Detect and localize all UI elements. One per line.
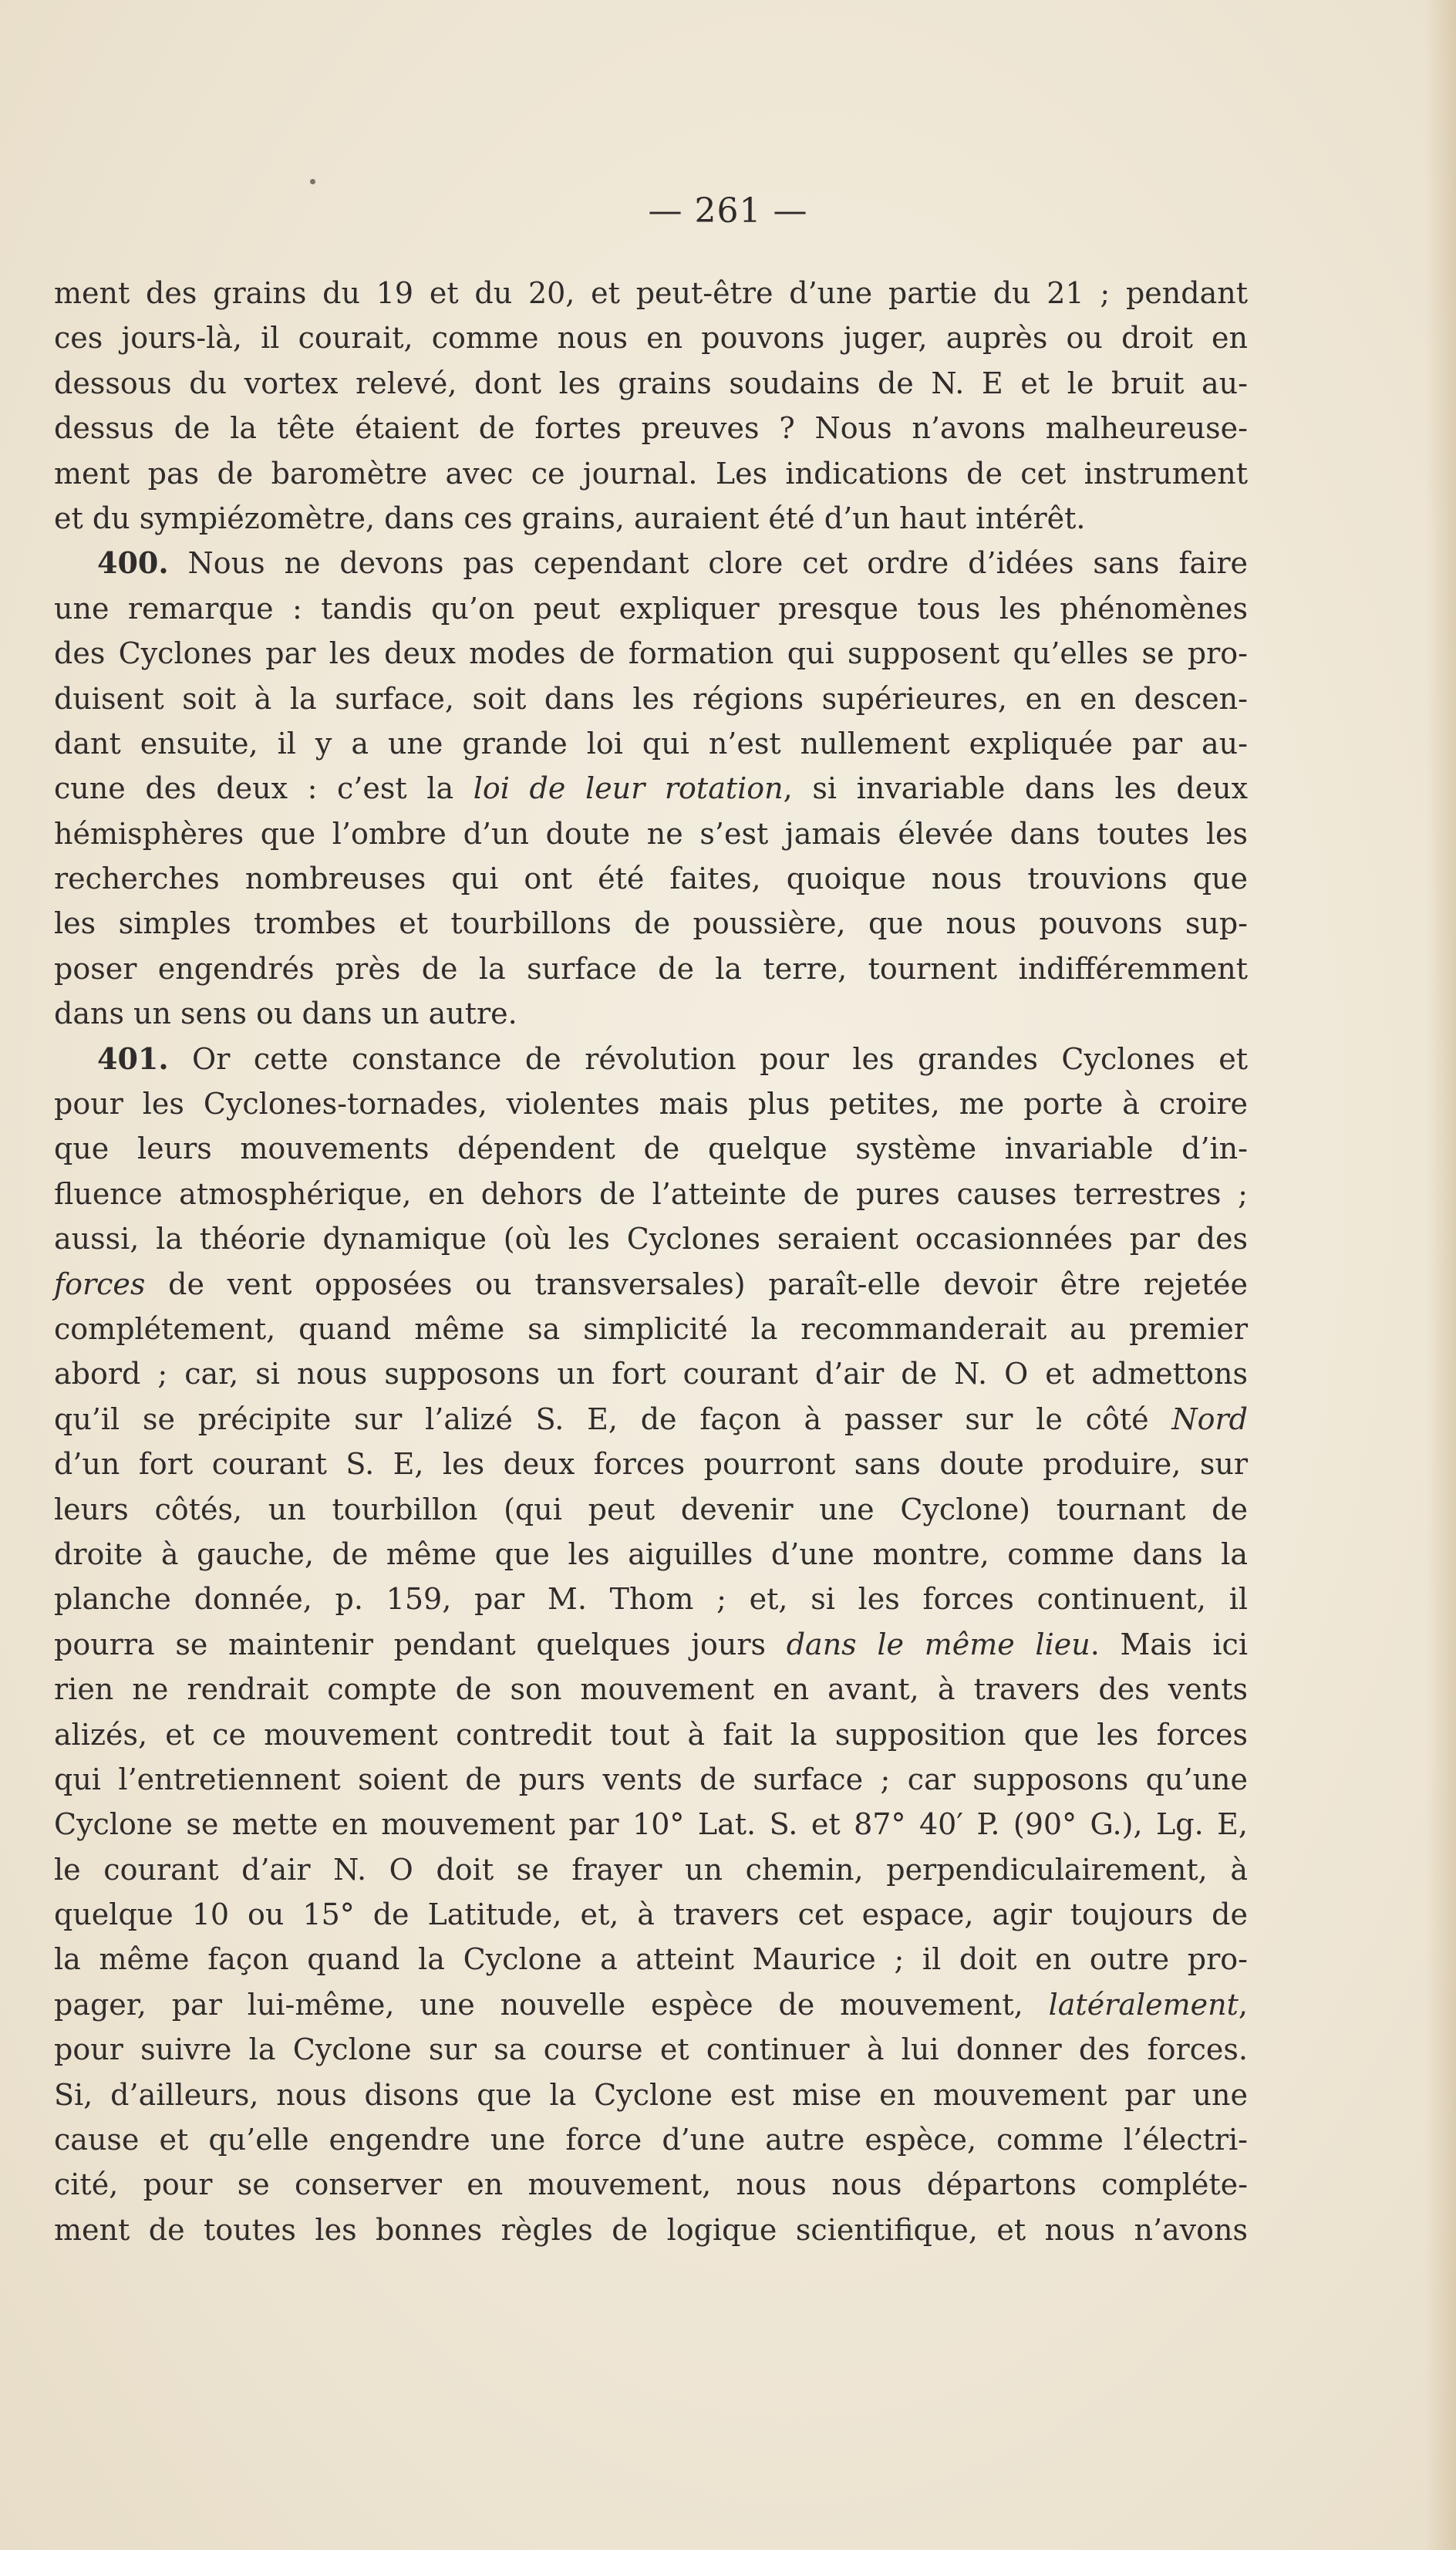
text-line: cité, pour se conserver en mouvement, nous nous départons compléte- <box>54 2167 1248 2202</box>
text-line: dans un sens ou dans un autre. <box>54 997 517 1031</box>
text-line: rien ne rendrait compte de son mouvement en avant, à travers des vents <box>54 1672 1248 1707</box>
text-line: dessus de la tête étaient de fortes preuves ? Nous n’avons malheureuse- <box>54 411 1248 446</box>
text-line: planche donnée, p. 159, par M. Thom ; et, si les forces continuent, il <box>54 1582 1248 1617</box>
paragraph-number: 400. <box>97 545 169 581</box>
text-line: pager, par lui-même, une nouvelle espèce de mouvement, latéralement, <box>54 1987 1248 2022</box>
text-line: qu’il se précipite sur l’alizé S. E, de façon à passer sur le côté Nord <box>54 1401 1248 1436</box>
italic-phrase: loi de leur rotation <box>473 771 784 806</box>
text-line: pour les Cyclones-tornades, violentes mais plus petites, me porte à croire <box>54 1087 1248 1122</box>
text-line: la même façon quand la Cyclone a atteint Maurice ; il doit en outre pro- <box>54 1942 1248 1977</box>
text-line: ment de toutes les bonnes règles de logique scientifique, et nous n’avons <box>54 2212 1248 2247</box>
text-line: abord ; car, si nous supposons un fort courant d’air de N. O et admettons <box>54 1357 1248 1391</box>
text-line: hémisphères que l’ombre d’un doute ne s’est jamais élevée dans toutes les <box>54 816 1248 851</box>
page-edge-shadow <box>1425 0 1456 2550</box>
text-line: le courant d’air N. O doit se frayer un chemin, perpendiculairement, à <box>54 1852 1248 1887</box>
text-line: pour suivre la Cyclone sur sa course et continuer à lui donner des forces. <box>54 2032 1248 2067</box>
text-line: Si, d’ailleurs, nous disons que la Cyclone est mise en mouvement par une <box>54 2077 1248 2112</box>
text-line: ment des grains du 19 et du 20, et peut-être d’une partie du 21 ; pendant <box>54 276 1248 310</box>
italic-phrase: forces <box>54 1267 146 1301</box>
text-line: duisent soit à la surface, soit dans les régions supérieures, en en descen- <box>54 681 1248 716</box>
body-text <box>54 271 1248 2252</box>
text-line: forces de vent opposées ou transversales) paraît-elle devoir être rejetée <box>54 1267 1248 1301</box>
text-line: une remarque : tandis qu’on peut expliquer presque tous les phénomènes <box>54 591 1248 626</box>
text-line: cune des deux : c’est la loi de leur rotation, si invariable dans les deux <box>54 771 1248 806</box>
paragraph-400-start: 400. Nous ne devons pas cependant clore cet ordre d’idées sans faire <box>97 545 1248 581</box>
text-line: cause et qu’elle engendre une force d’une autre espèce, comme l’électri- <box>54 2123 1248 2157</box>
italic-phrase: latéralement <box>1048 1987 1239 2022</box>
text-line: leurs côtés, un tourbillon (qui peut devenir une Cyclone) tournant de <box>54 1492 1248 1526</box>
text-line: recherches nombreuses qui ont été faites, quoique nous trouvions que <box>54 862 1248 896</box>
text-line: ment pas de baromètre avec ce journal. Les indications de cet instrument <box>54 456 1248 491</box>
text-line: poser engendrés près de la surface de la terre, tournent indifféremment <box>54 951 1248 986</box>
text-line: droite à gauche, de même que les aiguilles d’une montre, comme dans la <box>54 1536 1248 1571</box>
italic-phrase: dans le même lieu <box>786 1627 1090 1661</box>
text-line: dant ensuite, il y a une grande loi qui n’est nullement expliquée par au- <box>54 726 1248 761</box>
text-line: fluence atmosphérique, en dehors de l’atteinte de pures causes terrestres ; <box>54 1176 1248 1211</box>
text-line: dessous du vortex relevé, dont les grains soudains de N. E et le bruit au- <box>54 366 1248 400</box>
text-line: et du sympiézomètre, dans ces grains, auraient été d’un haut intérêt. <box>54 501 1086 535</box>
text-line: complétement, quand même sa simplicité la recommanderait au premier <box>54 1311 1248 1346</box>
paragraph-number: 401. <box>97 1041 169 1076</box>
text-line: d’un fort courant S. E, les deux forces pourront sans doute produire, sur <box>54 1447 1248 1482</box>
text-line: quelque 10 ou 15° de Latitude, et, à travers cet espace, agir toujours de <box>54 1897 1248 1932</box>
text-line: pourra se maintenir pendant quelques jours dans le même lieu. Mais ici <box>54 1627 1248 1661</box>
ink-speck <box>310 179 315 184</box>
text-line: aussi, la théorie dynamique (où les Cyclones seraient occasionnées par des <box>54 1222 1248 1256</box>
text-line: Cyclone se mette en mouvement par 10° Lat. S. et 87° 40′ P. (90° G.), Lg. E, <box>54 1807 1248 1842</box>
page-number: — 261 — <box>648 191 808 231</box>
text-line: qui l’entretiennent soient de purs vents de surface ; car supposons qu’une <box>54 1762 1248 1796</box>
text-line: que leurs mouvements dépendent de quelque système invariable d’in- <box>54 1132 1248 1166</box>
paragraph-401-start: 401. Or cette constance de révolution pour les grandes Cyclones et <box>97 1041 1248 1076</box>
text-line: ces jours-là, il courait, comme nous en pouvons juger, auprès ou droit en <box>54 321 1248 356</box>
text-line: les simples trombes et tourbillons de poussière, que nous pouvons sup- <box>54 906 1248 941</box>
text-line: alizés, et ce mouvement contredit tout à fait la supposition que les forces <box>54 1717 1248 1752</box>
text-line: des Cyclones par les deux modes de formation qui supposent qu’elles se pro- <box>54 636 1248 671</box>
italic-phrase: Nord <box>1171 1401 1248 1436</box>
